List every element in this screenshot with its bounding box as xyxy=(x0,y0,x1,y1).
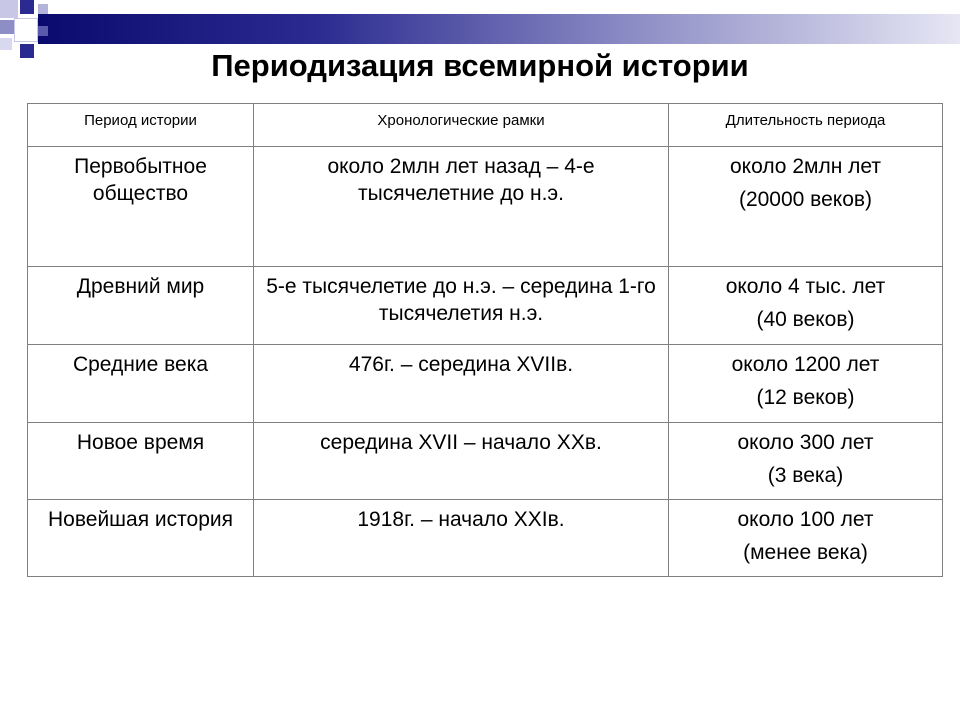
table-row xyxy=(28,345,943,423)
duration-cell xyxy=(669,267,943,345)
slide-title: Периодизация всемирной истории xyxy=(211,48,749,83)
deco-square xyxy=(20,0,34,14)
duration-value: около 2млн лет xyxy=(730,155,881,178)
duration-value: около 1200 лет xyxy=(731,353,880,376)
column-header-period: Период истории xyxy=(28,104,254,147)
period-cell: Первобытное общество xyxy=(28,147,254,267)
period-cell: Древний мир xyxy=(28,267,254,345)
deco-square xyxy=(38,4,48,14)
period-cell: Средние века xyxy=(28,345,254,423)
table-row xyxy=(28,267,943,345)
deco-square xyxy=(0,20,14,34)
column-header-range: Хронологические рамки xyxy=(254,104,669,147)
table-row xyxy=(28,423,943,500)
period-cell: Новое время xyxy=(28,423,254,500)
duration-centuries: (менее века) xyxy=(743,541,868,564)
table-row xyxy=(28,147,943,267)
duration-centuries: (40 веков) xyxy=(756,308,855,331)
range-cell: 1918г. – начало XXIв. xyxy=(254,500,669,577)
range-cell: середина XVII – начало XXв. xyxy=(254,423,669,500)
duration-value: около 4 тыс. лет xyxy=(725,275,886,298)
deco-square xyxy=(0,0,18,18)
duration-cell xyxy=(669,345,943,423)
range-cell: около 2млн лет назад – 4-е тысячелетние до н.э. xyxy=(254,147,669,267)
header-gradient-bar xyxy=(38,14,960,44)
range-cell: 5-е тысячелетие до н.э. – середина 1-го тысячелетия н.э. xyxy=(254,267,669,345)
period-cell: Новейшая история xyxy=(28,500,254,577)
duration-cell xyxy=(669,423,943,500)
column-header-duration: Длительность периода xyxy=(669,104,943,147)
deco-square xyxy=(14,18,38,42)
table-header-row xyxy=(28,104,943,147)
duration-cell xyxy=(669,147,943,267)
range-cell: 476г. – середина XVIIв. xyxy=(254,345,669,423)
duration-centuries: (20000 веков) xyxy=(738,188,873,211)
duration-cell xyxy=(669,500,943,577)
duration-value: около 300 лет xyxy=(737,431,874,454)
periodization-table xyxy=(27,103,943,577)
duration-value: около 100 лет xyxy=(737,508,874,531)
table-row xyxy=(28,500,943,577)
deco-square xyxy=(38,26,48,36)
duration-centuries: (3 века) xyxy=(767,464,844,487)
duration-centuries: (12 веков) xyxy=(756,386,855,409)
